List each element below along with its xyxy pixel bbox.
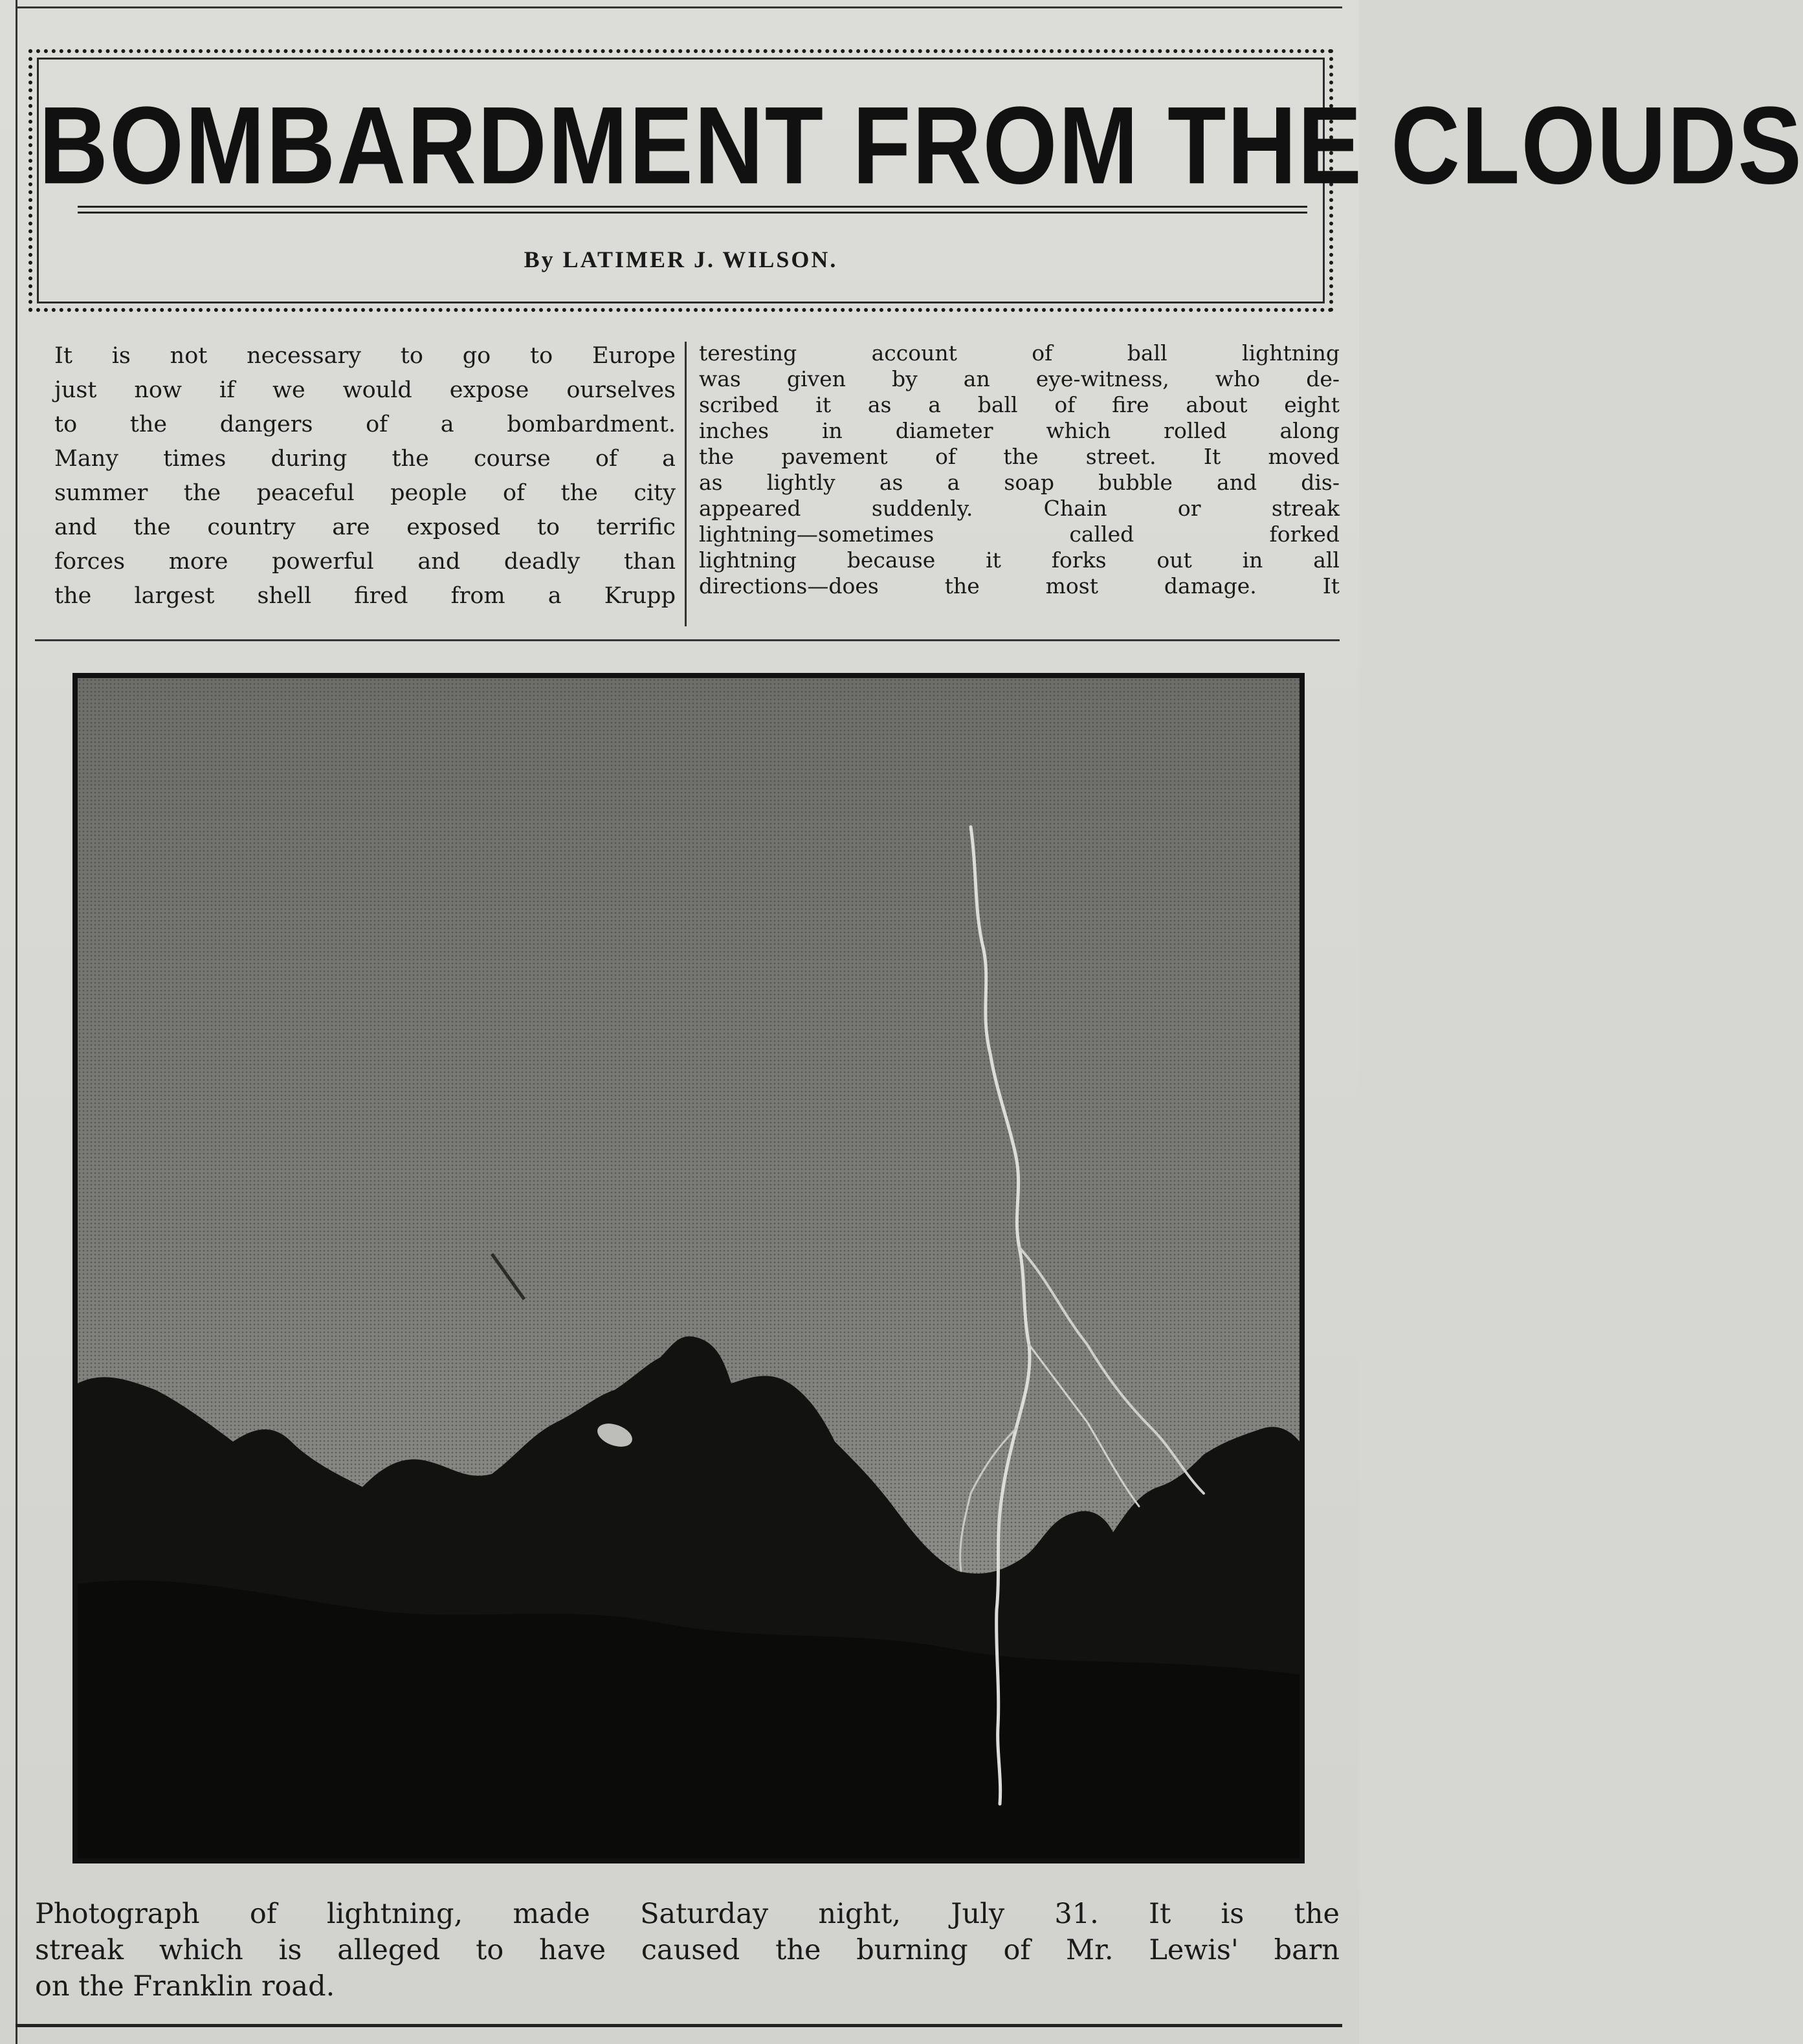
- section-rule: [35, 639, 1340, 641]
- caption-line: on the Franklin road.: [35, 1970, 335, 2003]
- article-column-left: [54, 339, 676, 613]
- text-line: was given by an eye-witness, who de-: [699, 366, 1340, 391]
- text-line: lightning—sometimes called forked: [699, 522, 1340, 547]
- photo-graphic: [78, 678, 1300, 1858]
- text-line: scribed it as a ball of fire about eight: [699, 392, 1340, 417]
- text-line: lightning because it forks out in all: [699, 547, 1340, 573]
- text-line: directions—does the most damage. It: [699, 573, 1340, 599]
- text-line: the largest shell fired from a Krupp: [54, 583, 676, 609]
- text-line: inches in diameter which rolled along: [699, 418, 1340, 443]
- lightning-photograph: [72, 673, 1305, 1863]
- caption-line: streak which is alleged to have caused the burning of Mr. Lewis' barn: [35, 1934, 1340, 1966]
- text-line: as lightly as a soap bubble and dis-: [699, 470, 1340, 495]
- page-top-rule: [16, 6, 1342, 8]
- text-line: forces more powerful and deadly than: [54, 549, 676, 575]
- text-line: summer the peaceful people of the city: [54, 480, 676, 506]
- caption-line: Photograph of lightning, made Saturday night, July 31. It is the: [35, 1898, 1340, 1930]
- byline: By LATIMER J. WILSON.: [524, 247, 838, 272]
- headline-double-rule: [78, 206, 1307, 214]
- page-bottom-rule: [16, 2024, 1342, 2027]
- text-line: just now if we would expose ourselves: [54, 377, 676, 403]
- text-line: and the country are exposed to terrific: [54, 514, 676, 540]
- text-line: Many times during the course of a: [54, 446, 676, 472]
- page-left-rule: [16, 0, 17, 2044]
- text-line: the pavement of the street. It moved: [699, 444, 1340, 469]
- photo-caption: [35, 1896, 1340, 2005]
- text-line: appeared suddenly. Chain or streak: [699, 496, 1340, 521]
- text-line: It is not necessary to go to Europe: [54, 343, 676, 369]
- headline: BOMBARDMENT FROM THE CLOUDS: [39, 84, 1803, 208]
- text-line: teresting account of ball lightning: [699, 340, 1340, 366]
- article-column-right: [699, 340, 1340, 599]
- text-line: to the dangers of a bombardment.: [54, 412, 676, 437]
- column-divider: [685, 342, 687, 626]
